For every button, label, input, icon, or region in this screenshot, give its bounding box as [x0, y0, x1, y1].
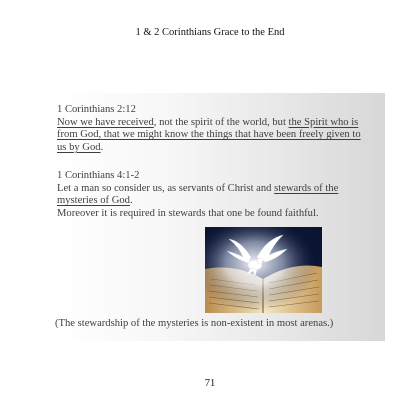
verse-text: the Spirit who is	[288, 116, 359, 128]
verse-reference: 1 Corinthians 2:12	[57, 104, 136, 115]
verse-text: Now we have received	[57, 116, 154, 128]
page-number: 71	[204, 378, 216, 389]
verse-text: Let a man so consider us, as servants of Christ and	[57, 182, 275, 194]
verse-text: from God, that we might know the things that have been freely given to	[57, 129, 361, 141]
verse-block-1	[57, 104, 383, 154]
verse-text: stewards of the	[274, 182, 339, 194]
closing-note: (The stewardship of the mysteries is non-existent in most arenas.)	[55, 318, 334, 329]
page-header: 1 & 2 Corinthians Grace to the End	[135, 27, 285, 38]
verse-text: .	[129, 195, 133, 207]
verse-text: .	[100, 141, 104, 153]
verse-text: Moreover it is required in stewards that one be found faithful.	[57, 207, 319, 219]
verse-reference: 1 Corinthians 4:1-2	[57, 170, 140, 181]
verse-block-2	[57, 170, 383, 220]
verse-text: mysteries of God	[57, 195, 130, 207]
verse-text: us by God	[57, 141, 101, 153]
dove-bible-image	[205, 227, 322, 313]
verse-text: , not the spirit of the world, but	[153, 116, 289, 128]
